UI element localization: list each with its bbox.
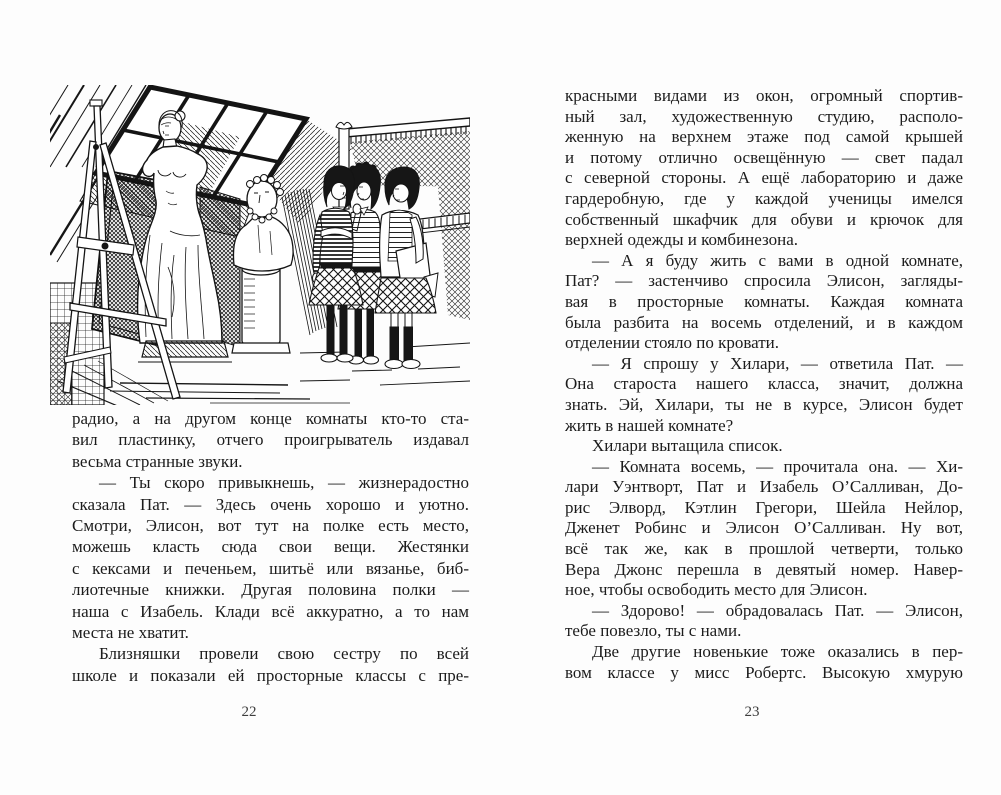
text-line: места не хватит. bbox=[72, 623, 189, 643]
curtain-bow bbox=[336, 122, 352, 129]
studio-illustration-svg bbox=[50, 85, 470, 405]
text-line: лиотечные книжки. Другая половина полки — bbox=[72, 580, 469, 600]
text-line: радио, а на другом конце комнаты кто-то ста- bbox=[72, 409, 469, 428]
column-pedestal bbox=[242, 269, 280, 347]
text-line: с северной стороны. А ещё лабораторию и даже bbox=[565, 168, 963, 188]
text-line: Пат? — застенчиво спросила Элисон, загляды- bbox=[565, 271, 963, 291]
right-page-text bbox=[565, 86, 963, 683]
text-line: собственный шкафчик для обуви и крючок для bbox=[565, 209, 963, 229]
text-line: Смотри, Элисон, вот тут на полке есть место, bbox=[72, 516, 469, 536]
text-line: Две другие новенькие тоже оказались в пер- bbox=[592, 642, 963, 662]
text-line: с кексами и печеньем, шитьё или вязанье, биб- bbox=[72, 558, 469, 578]
text-line: Вера Джонс перешла в девятый номер. Навер- bbox=[565, 559, 963, 579]
text-line: вом классе у мисс Робертс. Высокую хмурую bbox=[565, 662, 963, 682]
text-line: Хилари вытащила список. bbox=[592, 436, 783, 456]
text-line: — Здорово! — обрадовалась Пат. — Элисон, bbox=[592, 600, 963, 620]
text-line: лари Уэнтворт, Пат и Изабель О’Салливан, До- bbox=[565, 477, 963, 497]
text-line: сказала Пат. — Здесь очень хорошо и уютно. bbox=[72, 494, 469, 514]
text-line: школе и показали ей просторные классы с пре- bbox=[72, 665, 469, 685]
text-line: знать. Эй, Хилари, ты не в курсе, Элисон будет bbox=[565, 394, 963, 414]
text-line: тебе повезло, ты с нами. bbox=[565, 621, 742, 641]
text-line: жить в нашей комнате? bbox=[565, 415, 734, 435]
text-line: гардеробную, где у каждой ученицы имелся bbox=[565, 188, 963, 208]
text-line: весьма странные звуки. bbox=[72, 451, 243, 471]
text-line: вая в просторные комнаты. Каждая комната bbox=[565, 291, 963, 311]
text-line: Она староста нашего класса, значит, должна bbox=[565, 374, 963, 394]
text-line: — А я буду жить с вами в одной комнате, bbox=[592, 250, 963, 270]
text-line: ное, чтобы освободить место для Элисон. bbox=[565, 580, 868, 600]
text-line: — Ты скоро привыкнешь, — жизнерадостно bbox=[99, 473, 469, 493]
studio-illustration bbox=[50, 85, 470, 405]
text-line: была разбита на восемь отделений, и в каждом bbox=[565, 312, 963, 332]
text-line: красными видами из окон, огромный спортив- bbox=[565, 86, 963, 105]
text-line: наша с Изабель. Клади всё аккуратно, а то нам bbox=[72, 601, 469, 621]
left-page-number: 22 bbox=[241, 704, 257, 720]
text-line: Дженет Робинс и Элисон О’Салливан. Ну вот, bbox=[565, 518, 963, 538]
text-line: отделении стояло по кровати. bbox=[565, 333, 780, 353]
text-line: и потому отлично освещённую — свет падал bbox=[565, 147, 963, 167]
text-line: рис Элворд, Кэтлин Грегори, Шейла Нейлор, bbox=[565, 497, 963, 517]
left-page-text bbox=[72, 408, 469, 686]
text-line: можешь класть сюда свои вещи. Жестянки bbox=[72, 537, 469, 557]
text-line: верхней одежды и комбинезона. bbox=[565, 230, 799, 250]
right-page-number: 23 bbox=[744, 704, 760, 720]
text-line: всё так же, как в прошлой четверти, только bbox=[565, 539, 963, 559]
schoolgirl-right bbox=[375, 167, 438, 369]
text-line: — Комната восемь, — прочитала она. — Хи- bbox=[592, 456, 963, 476]
text-line: вил пластинку, отчего проигрыватель издавал bbox=[72, 430, 469, 450]
text-line: женную на верхнем этаже под самой крышей bbox=[565, 127, 963, 147]
text-line: Близняшки провели свою сестру по всей bbox=[99, 644, 469, 664]
text-line: ный зал, художественную студию, располо- bbox=[565, 106, 963, 126]
text-line: — Я спрошу у Хилари, — ответила Пат. — bbox=[592, 353, 963, 373]
